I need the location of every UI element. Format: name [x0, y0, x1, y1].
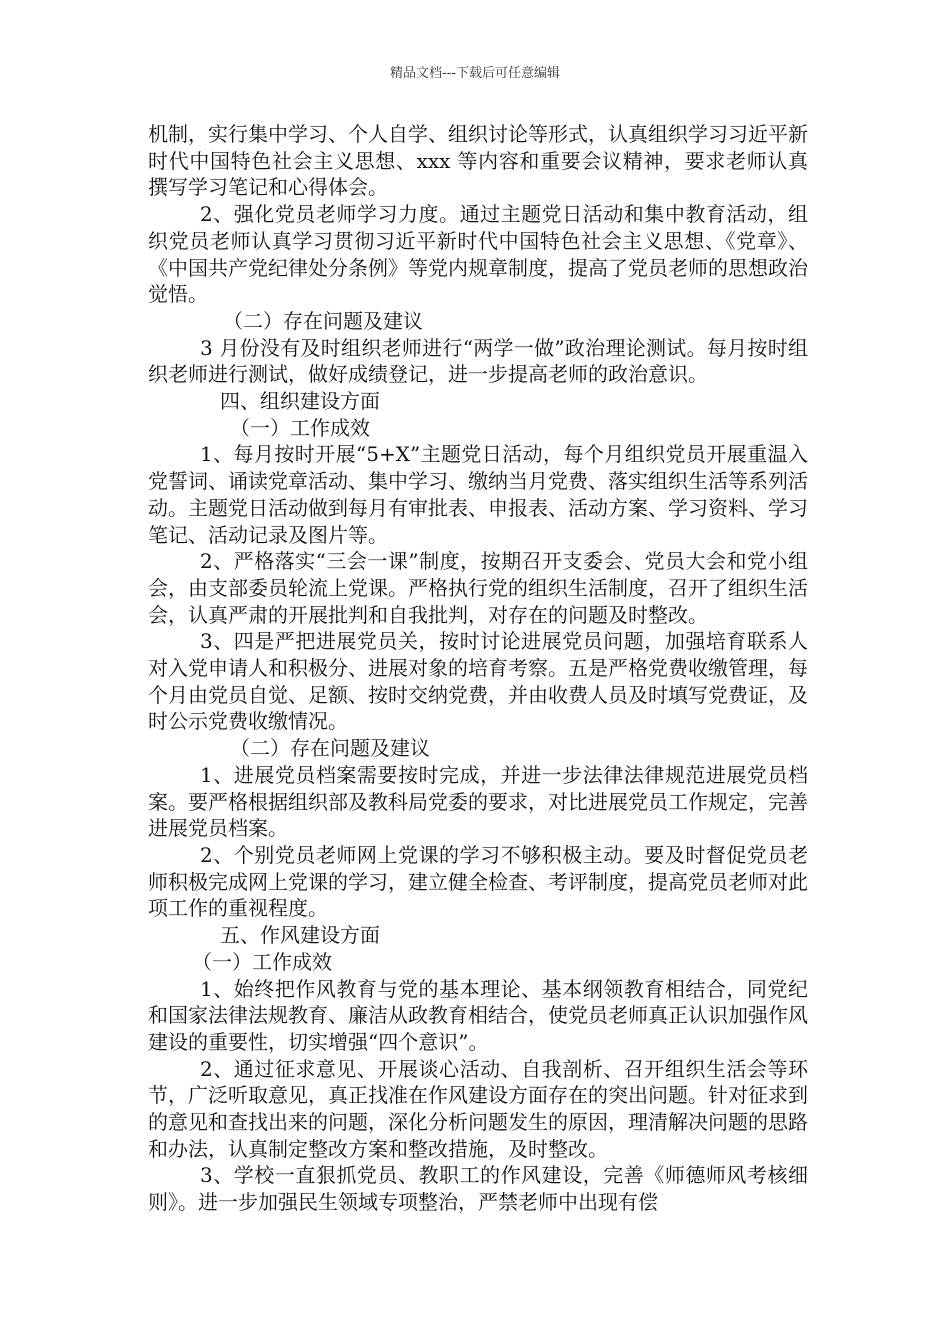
paragraph-teacher-ethics: 3、学校一直狠抓党员、教职工的作风建设，完善《师德师风考核细则》。进一步加强民生领域专项整治，严禁老师中出现有偿 [148, 1163, 808, 1215]
subheading-work-results-2: （一）工作成效 [192, 949, 332, 974]
section-heading-organization: 四、组织建设方面 [220, 389, 380, 414]
paragraph-style-education: 1、始终把作风教育与党的基本理论、基本纲领教育相结合，同党纪和国家法律法规教育、廉洁从政教育相结合，使党员老师真正认识加强作风建设的重要性，切实增强“四个意识”。 [148, 976, 808, 1054]
paragraph-online-lessons: 2、个别党员老师网上党课的学习不够积极主动。要及时督促党员老师积极完成网上党课的学习，建立健全检查、考评制度，提高党员老师对此项工作的重视程度。 [148, 842, 808, 921]
subheading-problems-suggestions-2: （二）存在问题及建议 [230, 736, 430, 761]
document-body [148, 121, 808, 1216]
paragraph-strengthen-study: 2、强化党员老师学习力度。通过主题党日活动和集中教育活动，组织党员老师认真学习贯彻习近平新时代中国特色社会主义思想、《党章》、《中国共产党纪律处分条例》等党内规章制度，提高了党员老师的思想政治觉悟。 [148, 202, 808, 307]
paragraph-member-development: 3、四是严把进展党员关，按时讨论进展党员问题，加强培育联系人对入党申请人和积极分、进展对象的培育考察。五是严格党费收缴管理，每个月由党员自觉、足额、按时交纳党费，并由收费人员及时填写党费证，及时公示党费收缴情况。 [148, 629, 808, 734]
subheading-work-results: （一）工作成效 [230, 415, 370, 440]
subheading-problems-suggestions: （二）存在问题及建议 [223, 308, 423, 333]
paragraph-member-files: 1、进展党员档案需要按时完成，并进一步法律法律规范进展党员档案。要严格根据组织部及教科局党委的要求，对比进展党员工作规定，完善进展党员档案。 [148, 762, 808, 841]
paragraph-three-meetings: 2、严格落实“三会一课”制度，按期召开支委会、党员大会和党小组会，由支部委员轮流上党课。严格执行党的组织生活制度，召开了组织生活会，认真严肃的开展批判和自我批判，对存在的问题及时整改。 [148, 549, 808, 627]
paragraph-study-mechanism: 机制，实行集中学习、个人自学、组织讨论等形式，认真组织学习习近平新时代中国特色社会主义思想、xxx 等内容和重要会议精神，要求老师认真撰写学习笔记和心得体会。 [148, 122, 808, 200]
paragraph-solicit-opinions: 2、通过征求意见、开展谈心活动、自我剖析、召开组织生活会等环节，广泛听取意见，真正找准在作风建设方面存在的突出问题。针对征求到的意见和查找出来的问题，深化分析问题发生的原因，理清解决问题的思路和办法，认真制定整改方案和整改措施，及时整改。 [148, 1056, 808, 1161]
page-header: 精品文档---下载后可任意编辑 [389, 66, 561, 81]
paragraph-political-test: 3 月份没有及时组织老师进行“两学一做”政治理论测试。每月按时组织老师进行测试，做好成绩登记，进一步提高老师的政治意识。 [148, 335, 808, 387]
section-heading-work-style: 五、作风建设方面 [220, 923, 380, 948]
paragraph-party-day: 1、每月按时开展“5+X”主题党日活动，每个月组织党员开展重温入党誓词、诵读党章活动、集中学习、缴纳当月党费、落实组织生活等系列活动。主题党日活动做到每月有审批表、申报表、活动方案、学习资料、学习笔记、活动记录及图片等。 [148, 442, 808, 547]
